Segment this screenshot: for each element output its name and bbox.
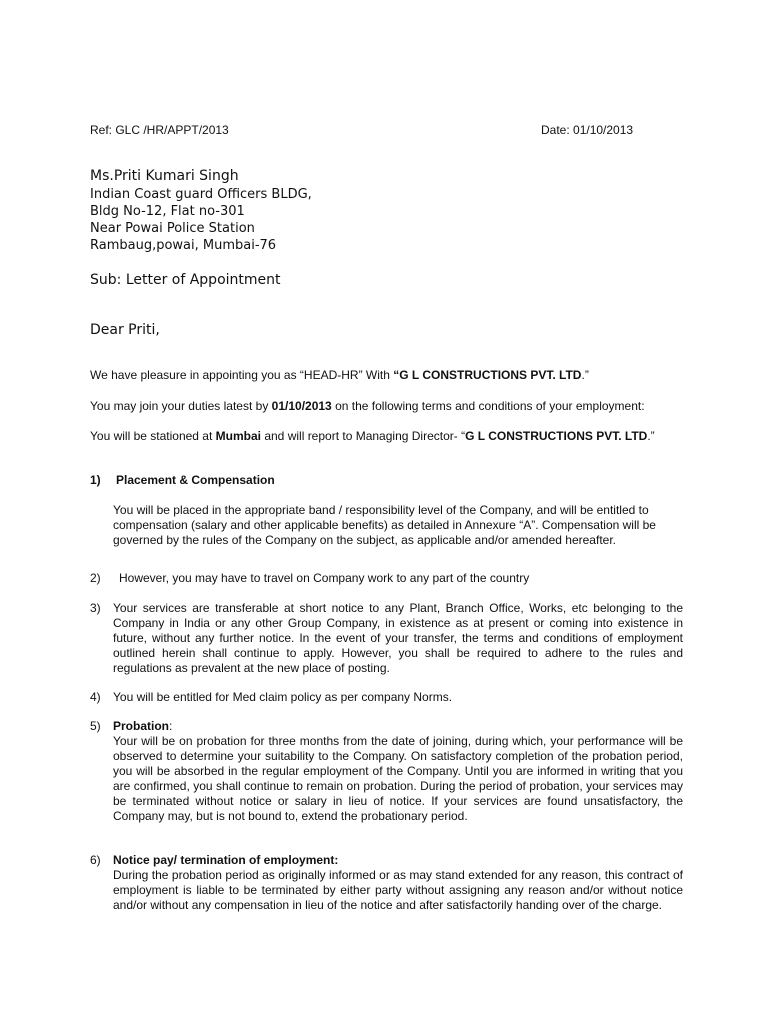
clause-3-number: 3) — [90, 601, 101, 615]
clause-1-number: 1) — [90, 473, 101, 487]
clause-2-number: 2) — [90, 571, 101, 585]
recipient-address-line3: Near Powai Police Station — [90, 221, 255, 236]
recipient-address-line1: Indian Coast guard Officers BLDG, — [90, 187, 312, 202]
clause-5-heading: Probation: — [113, 719, 173, 733]
clause-3-text: Your services are transferable at short notice to any Plant, Branch Office, Works, etc belonging to the Company in India or any other Group Company, in existence as at present or coming into existence in future, without any further notice. In the event of your transfer, the terms and conditions of employment outlined herein shall continue to apply. However, you shall be required to adhere to the rules and regulations as prevalent at the new place of posting. — [113, 601, 683, 675]
clause-1-title: Placement & Compensation — [116, 473, 275, 487]
intro-paragraph-3: You will be stationed at Mumbai and will report to Managing Director- “G L CONSTRUCTIONS PVT. LTD.” — [90, 429, 655, 443]
intro-paragraph-1: We have pleasure in appointing you as “HEAD-HR” With “G L CONSTRUCTIONS PVT. LTD.” — [90, 368, 589, 382]
clause-6-text: During the probation period as originally informed or as may stand extended for any reason, this contract of employment is liable to be terminated by either party without assigning any reason and/or without notice and/or without any compensation in lieu of the notice and after satisfactorily handing over of the charge. — [113, 868, 683, 912]
subject-line: Sub: Letter of Appointment — [90, 272, 281, 288]
recipient-name: Ms.Priti Kumari Singh — [90, 168, 239, 184]
clause-1-text: You will be placed in the appropriate band / responsibility level of the Company, and will be entitled to compensation (salary and other applicable benefits) as detailed in Annexure “A”. Compensation will be governed by the rules of the Company on the subject, as applicable and/or amended hereafter. — [113, 503, 656, 547]
recipient-address-line2: Bldg No-12, Flat no-301 — [90, 204, 245, 219]
clause-5-number: 5) — [90, 719, 101, 733]
reference-number: Ref: GLC /HR/APPT/2013 — [90, 123, 229, 137]
recipient-address-line4: Rambaug,powai, Mumbai-76 — [90, 238, 277, 253]
intro-paragraph-2: You may join your duties latest by 01/10/2013 on the following terms and conditions of your employment: — [90, 399, 645, 413]
clause-6-title: Notice pay/ termination of employment: — [113, 853, 339, 867]
letter-date: Date: 01/10/2013 — [541, 123, 634, 137]
salutation: Dear Priti, — [90, 322, 160, 338]
clause-5-title: Probation — [113, 719, 169, 733]
clause-6-number: 6) — [90, 853, 101, 867]
clause-5-text: Your will be on probation for three months from the date of joining, during which, your performance will be observed to determine your suitability to the Company. On satisfactory completion of the probation period, you will be absorbed in the regular employment of the Company. Until you are informed in writing that you are confirmed, you shall continue to remain on probation. During the period of probation, your services may be terminated without notice or salary in lieu of notice. If your services are found unsatisfactory, the Company may, but is not bound to, extend the probationary period. — [113, 734, 683, 823]
clause-4-text: You will be entitled for Med claim policy as per company Norms. — [113, 690, 453, 704]
clause-4-number: 4) — [90, 690, 101, 704]
clause-2-text: However, you may have to travel on Company work to any part of the country — [119, 571, 530, 585]
